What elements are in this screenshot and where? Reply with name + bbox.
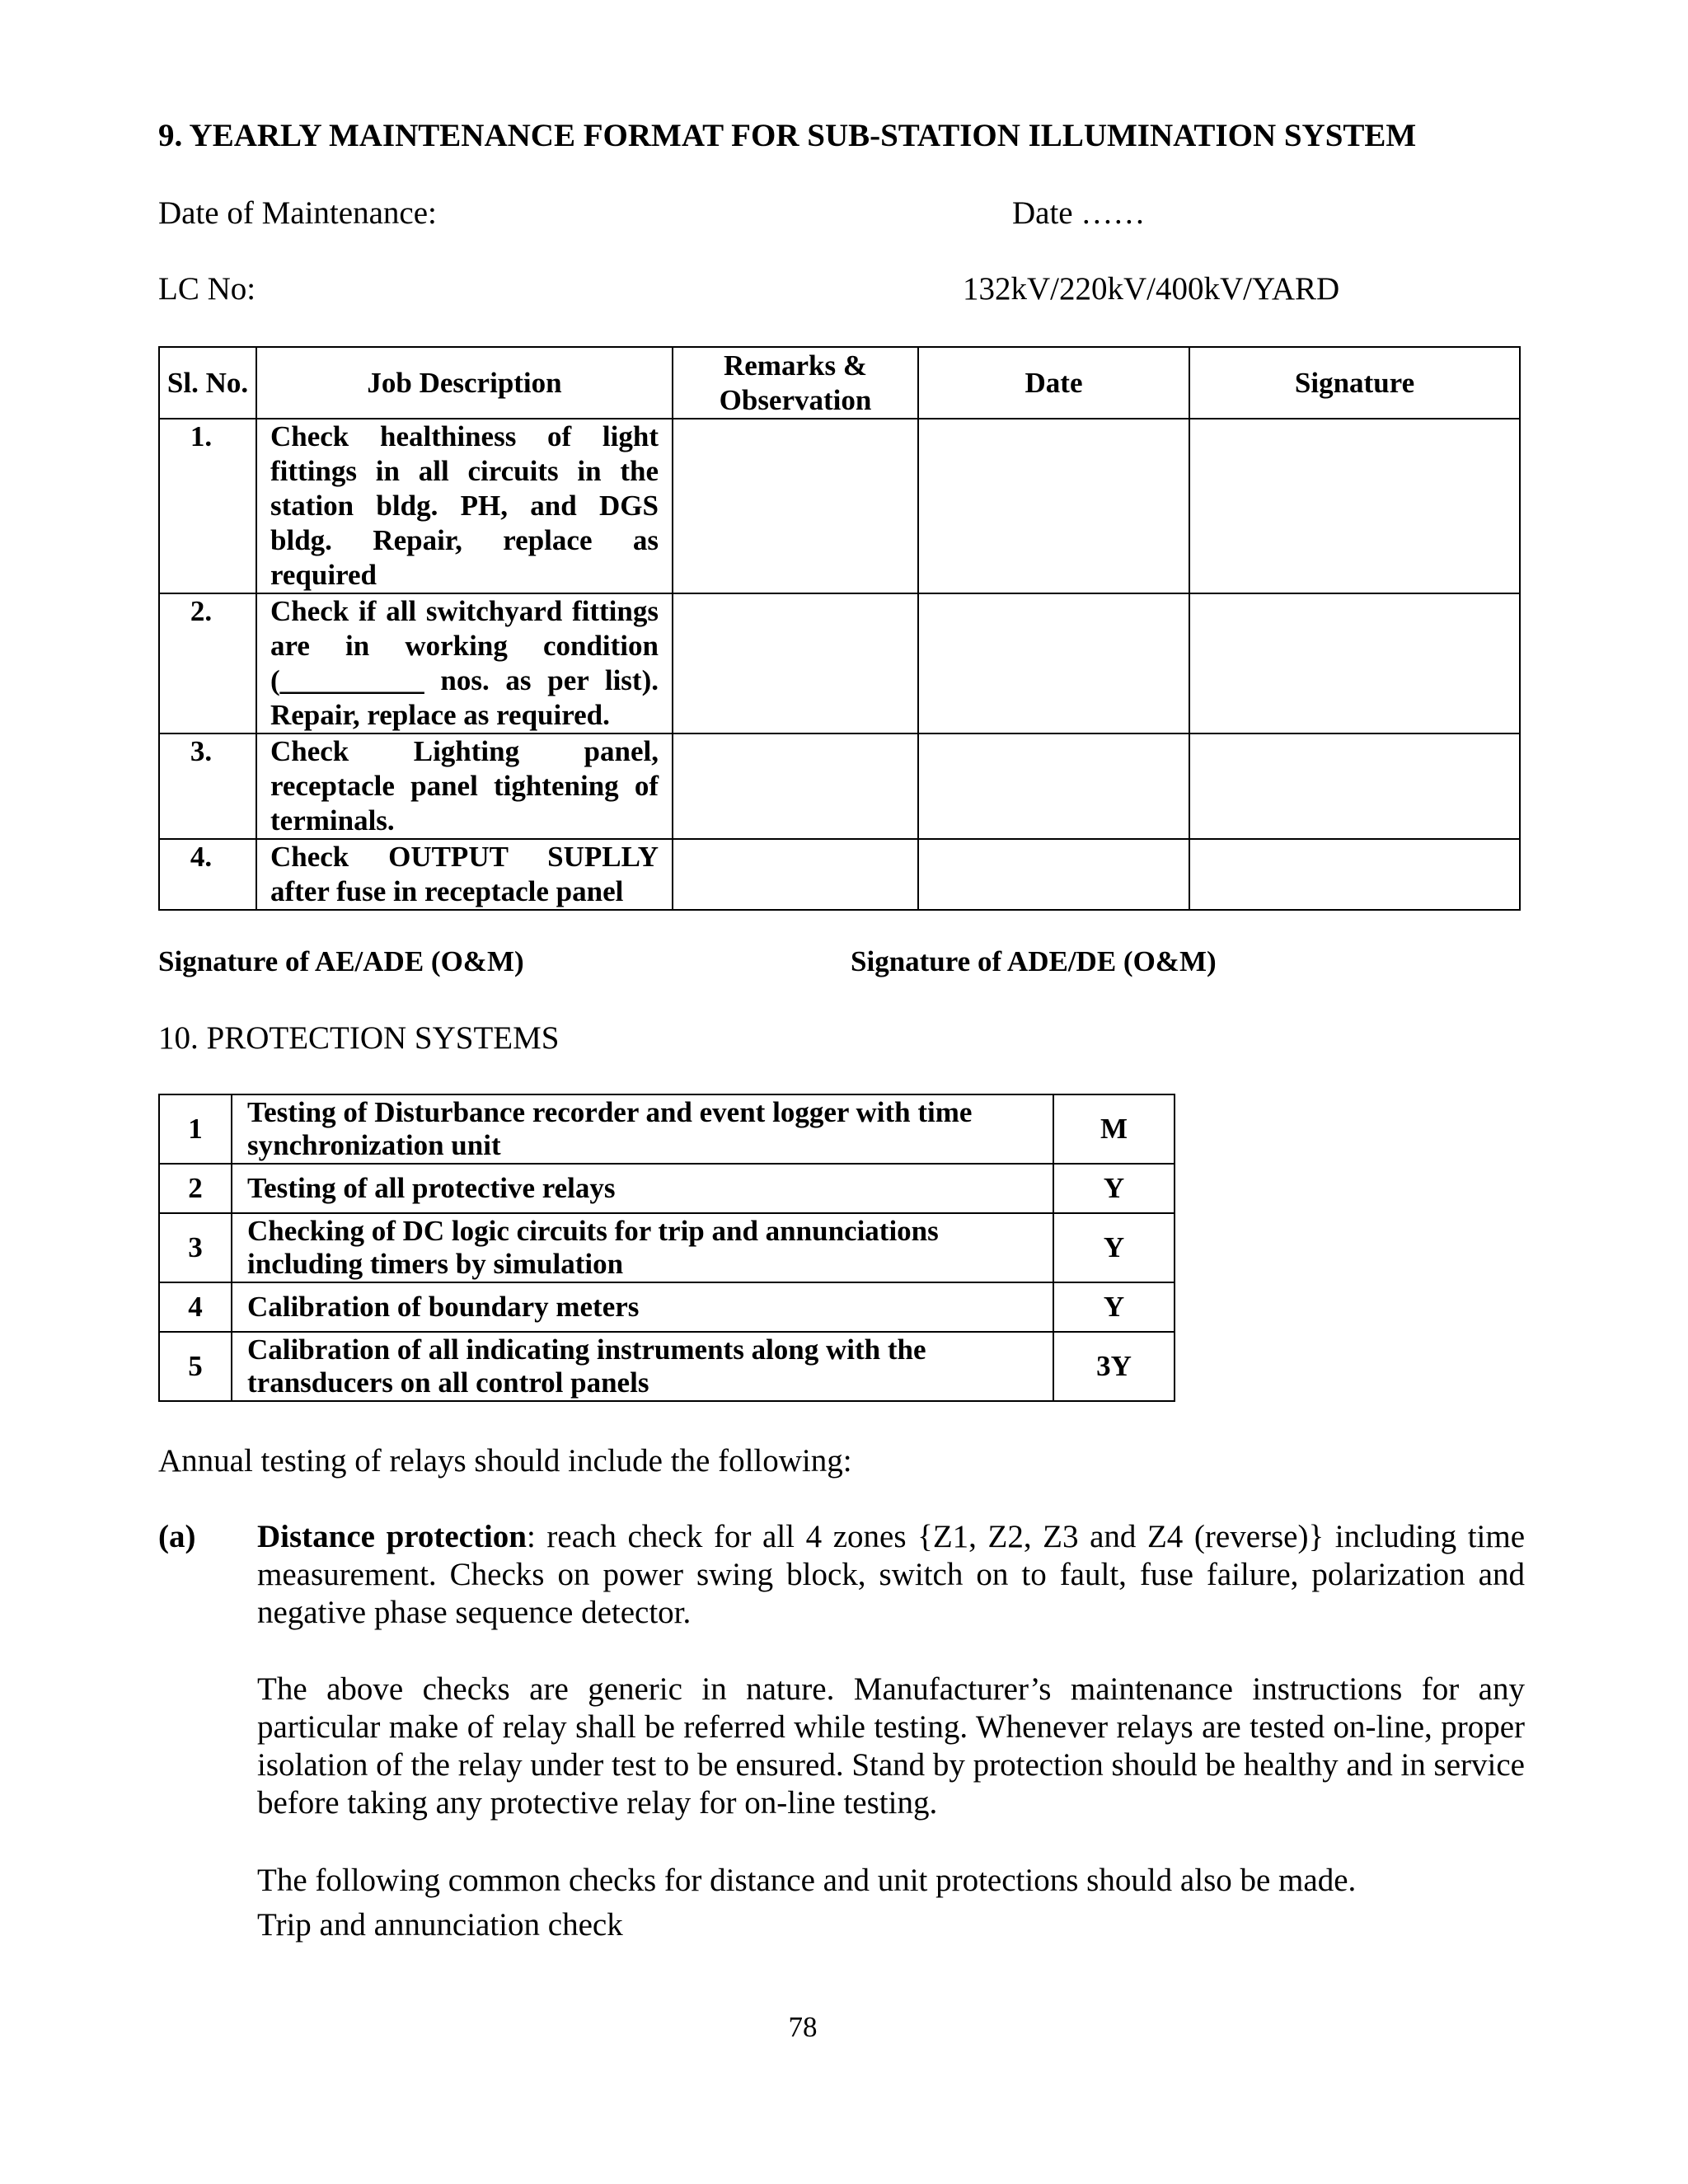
remarks-cell[interactable] [673,733,918,839]
date-cell[interactable] [918,593,1189,733]
row-sl: 4. [159,839,256,910]
section-9-title: 9. YEARLY MAINTENANCE FORMAT FOR SUB-STATION ILLUMINATION SYSTEM [158,118,1417,153]
row-sl: 1. [159,419,256,593]
row-frequency: M [1053,1094,1175,1164]
table-row [159,733,1520,839]
generic-checks-paragraph: The above checks are generic in nature. Manufacturer’s maintenance instructions for any particular make of relay shall be referred while testing. Whenever relays are tested on-line, proper isolation of the relay under test to be ensured. Stand by protection should be healthy and in service before taking any protective relay for on-line testing. [257,1671,1525,1821]
item-a-term: Distance protection [257,1519,527,1554]
row-description: Calibration of boundary meters [232,1282,1053,1332]
remarks-cell[interactable] [673,839,918,910]
row-number: 5 [159,1332,232,1401]
table-row [159,419,1520,593]
date-label: Date …… [1012,195,1146,231]
header-sl-no: Sl. No. [159,347,256,419]
table-row [159,1332,1175,1401]
signature-cell[interactable] [1189,839,1520,910]
signature-cell[interactable] [1189,419,1520,593]
row-frequency: Y [1053,1213,1175,1282]
header-job-description: Job Description [256,347,673,419]
header-signature: Signature [1189,347,1520,419]
remarks-cell[interactable] [673,419,918,593]
table-row [159,1094,1175,1164]
date-cell[interactable] [918,839,1189,910]
item-a-paragraph [257,1518,1525,1632]
table-row [159,839,1520,910]
item-a-text: : reach check for all 4 zones {Z1, Z2, Z3 and Z4 (reverse)} including time measurement. Checks on power swing block, switch on to fault, fuse failure, polarization and negative phase sequence detector. [257,1519,1526,1630]
signature-ade-de: Signature of ADE/DE (O&M) [851,945,1217,977]
date-cell[interactable] [918,419,1189,593]
row-frequency: Y [1053,1164,1175,1213]
date-of-maintenance-label: Date of Maintenance: [158,195,437,231]
trip-annunciation-check: Trip and annunciation check [257,1907,623,1943]
table-row [159,593,1520,733]
item-a-label: (a) [158,1519,196,1554]
row-job: Check if all switchyard fittings are in working condition (__________ nos. as per list). Repair, replace as required. [256,593,673,733]
row-job: Check Lighting panel, receptacle panel tightening of terminals. [256,733,673,839]
signature-ae-ade: Signature of AE/ADE (O&M) [158,945,524,977]
row-frequency: 3Y [1053,1332,1175,1401]
annual-testing-intro: Annual testing of relays should include the following: [158,1443,852,1479]
remarks-cell[interactable] [673,593,918,733]
row-number: 4 [159,1282,232,1332]
table-row [159,1164,1175,1213]
table-row [159,1213,1175,1282]
table-row [159,1282,1175,1332]
row-job: Check healthiness of light fittings in all circuits in the station bldg. PH, and DGS bldg. Repair, replace as required [256,419,673,593]
row-description: Testing of Disturbance recorder and event logger with time synchronization unit [232,1094,1053,1164]
row-job: Check OUTPUT SUPLLY after fuse in receptacle panel [256,839,673,910]
row-frequency: Y [1053,1282,1175,1332]
signature-cell[interactable] [1189,733,1520,839]
common-checks-paragraph: The following common checks for distance and unit protections should also be made. [257,1863,1357,1898]
page-number: 78 [788,2011,818,2043]
header-date: Date [918,347,1189,419]
date-cell[interactable] [918,733,1189,839]
header-remarks: Remarks & Observation [673,347,918,419]
row-sl: 2. [159,593,256,733]
row-number: 2 [159,1164,232,1213]
protection-systems-table [158,1094,1175,1402]
row-number: 1 [159,1094,232,1164]
signature-cell[interactable] [1189,593,1520,733]
lc-no-label: LC No: [158,271,256,307]
row-number: 3 [159,1213,232,1282]
row-sl: 3. [159,733,256,839]
row-description: Testing of all protective relays [232,1164,1053,1213]
maintenance-table [158,346,1521,911]
row-description: Calibration of all indicating instruments along with the transducers on all control panels [232,1332,1053,1401]
row-description: Checking of DC logic circuits for trip and annunciations including timers by simulation [232,1213,1053,1282]
section-10-title: 10. PROTECTION SYSTEMS [158,1020,560,1056]
yard-voltage-label: 132kV/220kV/400kV/YARD [963,271,1340,307]
